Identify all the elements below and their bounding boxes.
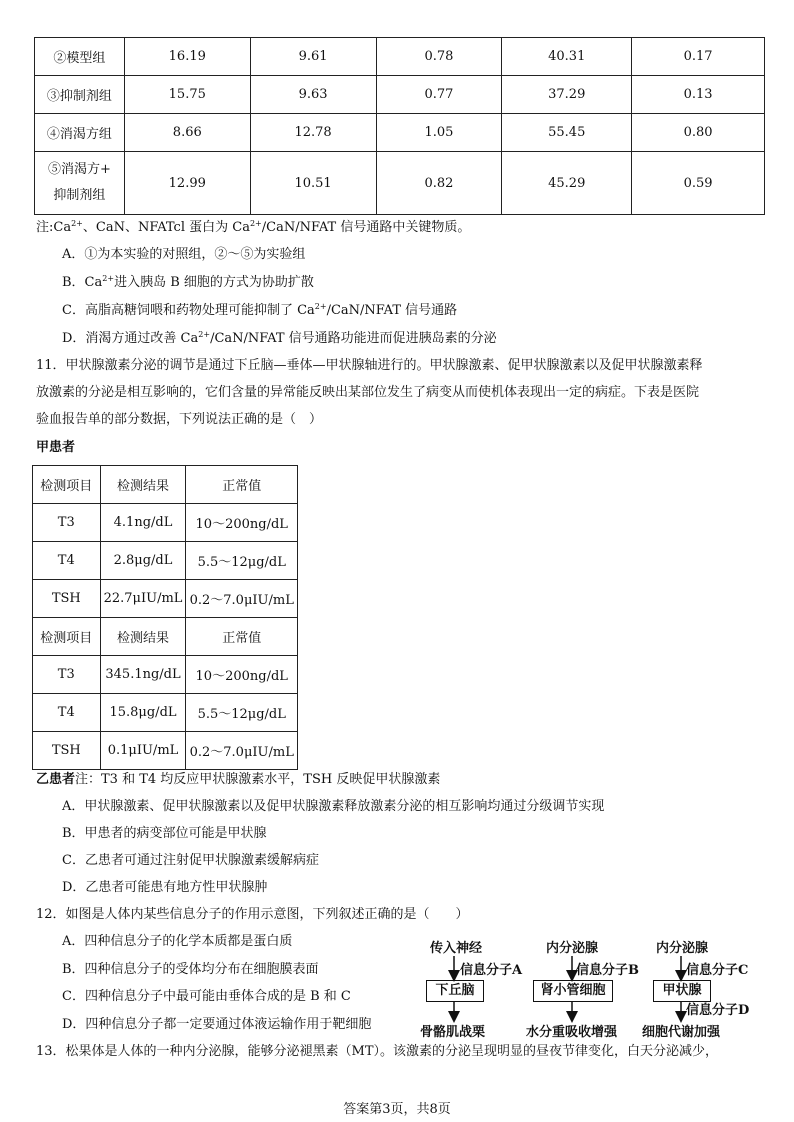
table-row [35, 152, 765, 215]
table-row [33, 694, 298, 732]
table-cell: 15.8μg/dL [100, 694, 186, 732]
source-endocrine-gland-1: 内分泌腺 [546, 941, 599, 956]
table-cell: 0.77 [376, 76, 502, 114]
q12-option-c: C．四种信息分子中最可能由垂体合成的是 B 和 C [62, 989, 351, 1004]
q11-stem-line1: 11．甲状腺激素分泌的调节是通过下丘脑—垂体—甲状腺轴进行的。甲状腺激素、促甲状腺激素以及促甲状腺激素释 [36, 358, 703, 373]
table-row [35, 76, 765, 114]
table-row [33, 580, 298, 618]
table-cell: ③抑制剂组 [35, 76, 125, 114]
table-cell: TSH [33, 732, 101, 770]
patient-a-label: 甲患者 [36, 440, 76, 455]
table-cell: 0.78 [376, 38, 502, 76]
table-cell: T3 [33, 504, 101, 542]
table-cell: 40.31 [502, 38, 632, 76]
q12-option-a: A．四种信息分子的化学本质都是蛋白质 [62, 934, 293, 949]
table-cell: 5.5～12μg/dL [186, 694, 298, 732]
option-text: D．消渴方通过改善 Ca [62, 331, 199, 346]
q10-option-b [62, 274, 314, 292]
table-cell: 9.63 [250, 76, 376, 114]
table-cell: 15.75 [124, 76, 250, 114]
table-row [33, 542, 298, 580]
q11-option-c: C．乙患者可通过注射促甲状腺激素缓解病症 [62, 853, 319, 868]
molecule-b-label: 信息分子B [576, 963, 639, 978]
table-cell: 0.2～7.0μIU/mL [186, 732, 298, 770]
table-cell: T3 [33, 656, 101, 694]
table-row [33, 504, 298, 542]
q12-option-b: B．四种信息分子的受体均分布在细胞膜表面 [62, 962, 319, 977]
superscript: 2+ [314, 302, 327, 311]
table-cell: 0.80 [632, 114, 765, 152]
table-cell: 4.1ng/dL [100, 504, 186, 542]
table-cell: 37.29 [502, 76, 632, 114]
column-header: 检测结果 [100, 618, 186, 656]
note-text: 注:Ca [36, 220, 72, 235]
q11-note-line [36, 771, 440, 789]
option-text: 进入胰岛 B 细胞的方式为协助扩散 [114, 275, 314, 290]
column-header: 正常值 [186, 466, 298, 504]
table-row [33, 732, 298, 770]
option-text: B．Ca [62, 275, 103, 290]
table-cell: 12.99 [124, 152, 250, 215]
patient-b-label: 乙患者 [36, 772, 76, 787]
q10-option-a: A．①为本实验的对照组，②～⑤为实验组 [62, 247, 306, 262]
table-cell: 5.5～12μg/dL [186, 542, 298, 580]
target-thyroid: 甲状腺 [653, 980, 711, 1002]
molecule-c-label: 信息分子C [686, 963, 749, 978]
table-cell: 0.59 [632, 152, 765, 215]
table-header-row [33, 466, 298, 504]
table-row [35, 114, 765, 152]
q10-option-d [62, 330, 497, 348]
table-cell: 22.7μIU/mL [100, 580, 186, 618]
table-cell: 10～200ng/dL [186, 656, 298, 694]
q11-stem-line2: 放激素的分泌是相互影响的，它们含量的异常能反映出某部位发生了病变从而使机体表现出一定的病症。下表是医院 [36, 385, 700, 400]
table-cell: 9.61 [250, 38, 376, 76]
option-text: C．高脂高糖饲喂和药物处理可能抑制了 Ca [62, 303, 315, 318]
q11-option-d: D．乙患者可能患有地方性甲状腺肿 [62, 880, 268, 895]
signal-molecule-diagram [410, 935, 770, 1045]
table-cell: ④消渴方组 [35, 114, 125, 152]
table-cell: 45.29 [502, 152, 632, 215]
table-cell: 16.19 [124, 38, 250, 76]
superscript: 2+ [198, 330, 211, 339]
q10-option-c [62, 302, 457, 320]
source-endocrine-gland-2: 内分泌腺 [656, 941, 709, 956]
option-text: /CaN/NFAT 信号通路 [326, 303, 458, 318]
superscript: 2+ [102, 274, 115, 283]
table-cell: 1.05 [376, 114, 502, 152]
column-header: 检测项目 [33, 618, 101, 656]
superscript: 2+ [71, 219, 83, 228]
table-cell: TSH [33, 580, 101, 618]
table-row [35, 38, 765, 76]
diagram-arrows [410, 935, 770, 1045]
table-cell: 0.13 [632, 76, 765, 114]
q10-note [36, 219, 470, 237]
table-cell: 12.78 [250, 114, 376, 152]
table-cell: 0.17 [632, 38, 765, 76]
table-cell: 55.45 [502, 114, 632, 152]
table-cell: 10.51 [250, 152, 376, 215]
table-cell: ⑤消渴方+ 抑制剂组 [35, 152, 125, 215]
column-header: 检测结果 [100, 466, 186, 504]
table-cell: 2.8μg/dL [100, 542, 186, 580]
lab-results-table [32, 465, 298, 770]
table-cell: T4 [33, 694, 101, 732]
q11-stem-line3: 验血报告单的部分数据，下列说法正确的是（ ） [36, 412, 323, 427]
table-cell: 8.66 [124, 114, 250, 152]
table-cell: 0.1μIU/mL [100, 732, 186, 770]
column-header: 检测项目 [33, 466, 101, 504]
q12-option-d: D．四种信息分子都一定要通过体液运输作用于靶细胞 [62, 1017, 372, 1032]
target-renal-tubule-cell: 肾小管细胞 [533, 980, 613, 1002]
superscript: 2+ [249, 219, 262, 228]
table-header-row [33, 618, 298, 656]
effect-water-reabsorption: 水分重吸收增强 [526, 1025, 618, 1040]
table-cell: 10～200ng/dL [186, 504, 298, 542]
table-cell: 0.2～7.0μIU/mL [186, 580, 298, 618]
q13-stem-line1: 13．松果体是人体的一种内分泌腺，能够分泌褪黑素（MT）。该激素的分泌呈现明显的昼夜节律变化，白天分泌减少， [36, 1044, 719, 1059]
table-cell: T4 [33, 542, 101, 580]
q12-stem: 12．如图是人体内某些信息分子的作用示意图，下列叙述正确的是（ ） [36, 907, 469, 922]
option-text: /CaN/NFAT 信号通路功能进而促进胰岛素的分泌 [210, 331, 497, 346]
note-text: /CaN/NFAT 信号通路中关键物质。 [261, 220, 471, 235]
note-text: 、CaN、NFATcl 蛋白为 Ca [82, 220, 250, 235]
q11-note: 注：T3 和 T4 均反应甲状腺激素水平，TSH 反映促甲状腺激素 [75, 772, 441, 787]
effect-shivering: 骨骼肌战栗 [420, 1025, 486, 1040]
q11-option-a: A．甲状腺激素、促甲状腺激素以及促甲状腺激素释放激素分泌的相互影响均通过分级调节实现 [62, 799, 605, 814]
effect-metabolism-increase: 细胞代谢加强 [642, 1025, 721, 1040]
table-row [33, 656, 298, 694]
table-cell: 345.1ng/dL [100, 656, 186, 694]
molecule-d-label: 信息分子D [686, 1003, 750, 1018]
experiment-table [34, 37, 765, 215]
source-afferent-nerve: 传入神经 [430, 941, 483, 956]
target-hypothalamus: 下丘脑 [426, 980, 484, 1002]
table-cell: ②模型组 [35, 38, 125, 76]
q11-option-b: B．甲患者的病变部位可能是甲状腺 [62, 826, 267, 841]
table-cell: 0.82 [376, 152, 502, 215]
page-footer: 答案第3页，共8页 [343, 1102, 451, 1117]
column-header: 正常值 [186, 618, 298, 656]
molecule-a-label: 信息分子A [460, 963, 523, 978]
